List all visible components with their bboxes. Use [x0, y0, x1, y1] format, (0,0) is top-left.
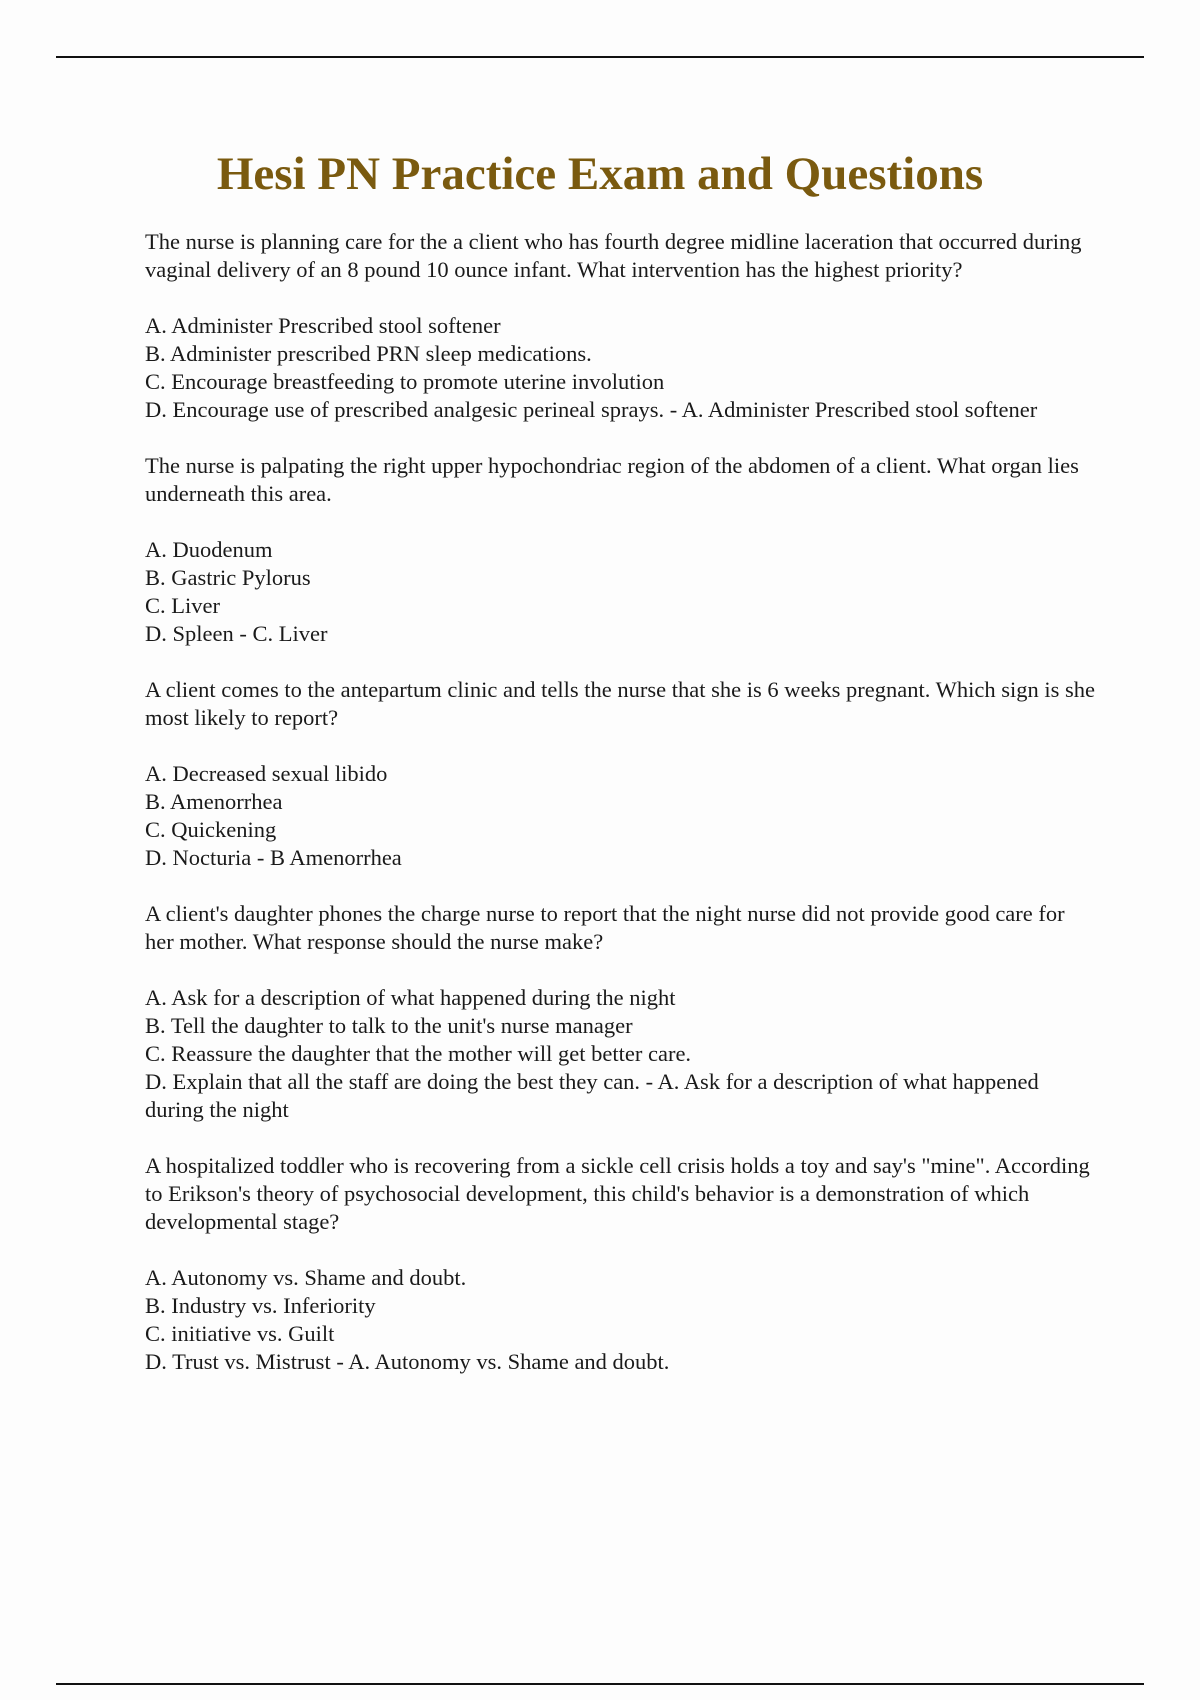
- option-d-with-answer: D. Explain that all the staff are doing the best they can. - A. Ask for a description of what happened during the night: [145, 1069, 1039, 1122]
- answer-options: [145, 760, 1095, 872]
- option-d-with-answer: D. Encourage use of prescribed analgesic perineal sprays. - A. Administer Prescribed stool softener: [145, 397, 1038, 422]
- option-b: B. Administer prescribed PRN sleep medications.: [145, 341, 592, 366]
- option-b: B. Amenorrhea: [145, 789, 283, 814]
- option-c: C. Reassure the daughter that the mother will get better care.: [145, 1041, 692, 1066]
- question-2: [145, 452, 1095, 648]
- document-title: Hesi PN Practice Exam and Questions: [216, 148, 984, 200]
- option-a: A. Decreased sexual libido: [145, 761, 388, 786]
- question-stem: The nurse is palpating the right upper hypochondriac region of the abdomen of a client. What organ lies underneath this area.: [145, 453, 1079, 506]
- question-stem: The nurse is planning care for the a client who has fourth degree midline laceration that occurred during vaginal delivery of an 8 pound 10 ounce infant. What intervention has the highest priority?: [145, 229, 1082, 282]
- question-5: [145, 1152, 1095, 1376]
- answer-options: [145, 984, 1095, 1124]
- answer-options: [145, 312, 1095, 424]
- option-b: B. Industry vs. Inferiority: [145, 1293, 376, 1318]
- answer-options: [145, 1264, 1095, 1376]
- question-1: [145, 228, 1095, 424]
- option-d-with-answer: D. Spleen - C. Liver: [145, 621, 328, 646]
- answer-options: [145, 536, 1095, 648]
- question-stem: A hospitalized toddler who is recovering from a sickle cell crisis holds a toy and say's "mine". According to Erikson's theory of psychosocial development, this child's behavior is a demonstration of which developmental stage?: [145, 1153, 1090, 1234]
- option-a: A. Ask for a description of what happened during the night: [145, 985, 676, 1010]
- option-c: C. Liver: [145, 593, 220, 618]
- option-a: A. Administer Prescribed stool softener: [145, 313, 501, 338]
- bottom-rule: [56, 1683, 1144, 1685]
- option-c: C. initiative vs. Guilt: [145, 1321, 335, 1346]
- question-stem: A client's daughter phones the charge nurse to report that the night nurse did not provide good care for her mother. What response should the nurse make?: [145, 901, 1065, 954]
- option-c: C. Quickening: [145, 817, 277, 842]
- question-4: [145, 900, 1095, 1124]
- question-stem: A client comes to the antepartum clinic and tells the nurse that she is 6 weeks pregnant. Which sign is she most likely to report?: [145, 677, 1095, 730]
- option-b: B. Gastric Pylorus: [145, 565, 311, 590]
- option-d-with-answer: D. Trust vs. Mistrust - A. Autonomy vs. Shame and doubt.: [145, 1349, 670, 1374]
- top-rule: [56, 56, 1144, 58]
- option-c: C. Encourage breastfeeding to promote uterine involution: [145, 369, 665, 394]
- question-3: [145, 676, 1095, 872]
- option-a: A. Autonomy vs. Shame and doubt.: [145, 1265, 467, 1290]
- question-list: [145, 228, 1095, 1404]
- option-b: B. Tell the daughter to talk to the unit's nurse manager: [145, 1013, 633, 1038]
- option-d-with-answer: D. Nocturia - B Amenorrhea: [145, 845, 402, 870]
- option-a: A. Duodenum: [145, 537, 273, 562]
